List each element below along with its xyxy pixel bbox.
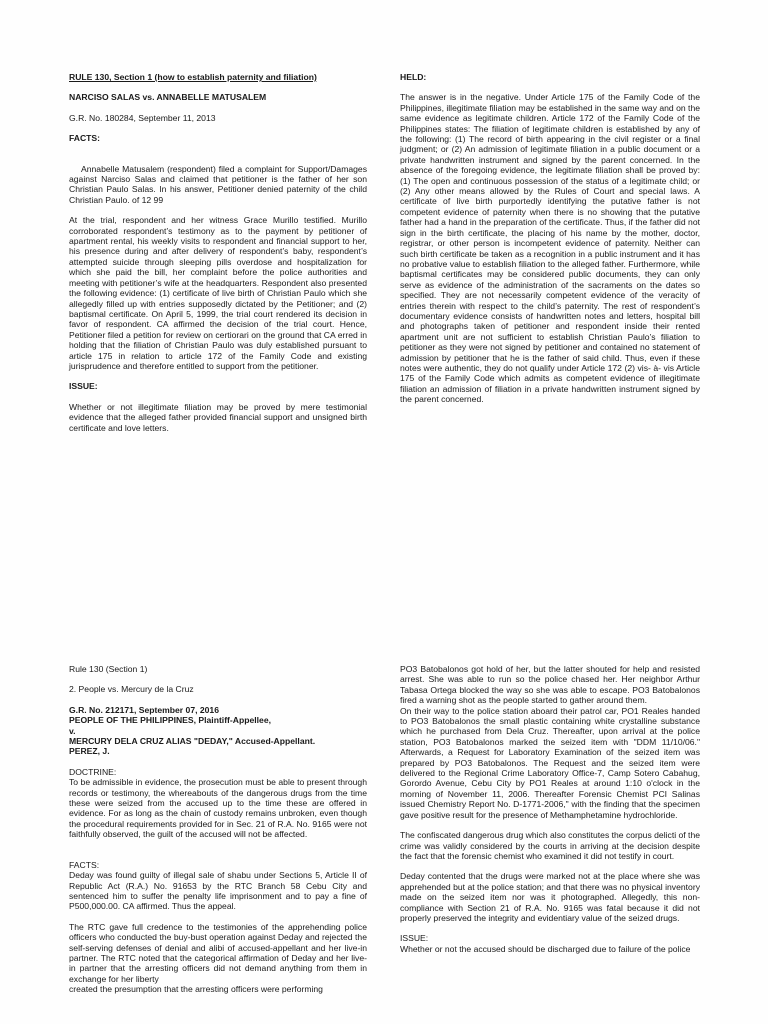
case2-gr-number: G.R. No. 212171, September 07, 2016 — [69, 704, 219, 715]
case2-left-column — [69, 664, 367, 995]
case1-held-text: The answer is in the negative. Under Article 175 of the Family Code of the Philippines, illegitimate filiation may be established in the same way and on the same evidence as legitimate children. Article 172 of the Family Code of the Philippines states: The filiation of legitimate children is established by any of the following: (1) The record of birth appearing in the civil register or a final judgment; or (2) An admission of legitimate filiation in a public document or a private handwritten instrument and signed by the parent concerned. In the absence of the foregoing evidence, the legitimate filiation shall be proved by: (1) The open and continuous possession of the status of a legitimate child; or (2) Any other means allowed by the Rules of Court and special laws. A certificate of live birth purportedly identifying the putative father is not competent evidence of paternity when there is no showing that the putative father had a hand in the preparation of the certificate. Thus, if the father did not sign in the birth certificate, the placing of his name by the mother, doctor, registrar, or other person is incompetent evidence of paternity. Neither can such birth certificate be taken as a recognition in a public instrument and it has no probative value to establish filiation to the alleged father. Furthermore, while baptismal certificates may be considered public documents, they can only serve as evidence of the administration of the sacraments on the dates so specified. They are not necessarily competent evidence of the veracity of entries therein with respect to the child’s paternity. The rest of respondent’s documentary evidence consists of handwritten notes and letters, hospital bill and photographs taken of petitioner and respondent inside their rented apartment unit are not sufficient to establish Christian Paulo’s filiation to petitioner as they were not signed by petitioner and contained no statement of admission by petitioner that he is the father of said child. Thus, even if these notes were authentic, they do not qualify under Article 172 (2) vis- à- vis Article 175 of the Family Code which admits as competent evidence of illegitimate filiation an admission of filiation in a private handwritten instrument signed by the parent concerned. — [400, 92, 700, 405]
case2-issue-heading: ISSUE: — [400, 933, 429, 944]
case2-party-versus: v. — [69, 725, 76, 736]
case2-number-title: 2. People vs. Mercury de la Cruz — [69, 684, 194, 695]
case2-facts-paragraph-1: Deday was found guilty of illegal sale of shabu under Sections 5, Article II of Republic Act (R.A.) No. 91653 by the RTC Branch 58 Cebu City and sentenced him to suffer the penalty life imprisonment and to pay a fine of P500,000.00. CA affirmed. Thus the appeal. — [69, 870, 367, 912]
case2-right-paragraph-2: On their way to the police station aboard their patrol car, PO1 Reales handed to PO3 Batobalonos the small plastic containing white crystalline substance which he purchased from Dela Cruz. Thereafter, upon arrival at the police station, PO3 Batobalonos marked the seized item with "DDM 11/10/06." Afterwards, a Request for Laboratory Examination of the seized item was prepared by PO3 Batobalonos. The Request and the seized item were delivered to the Regional Crime Laboratory Office-7, Camp Sotero Cabahug, Gorordo Avenue, Cebu City by PO1 Reales at around 1:10 o'clock in the morning of November 11, 2006. Thereafter Forensic Chemist PCI Salinas issued Chemistry Report No. D-1771-2006," with the finding that the specimen gave positive result for the presence of Methamphetamine hydrochloride. — [400, 705, 700, 820]
case2-doctrine-heading: DOCTRINE: — [69, 766, 117, 777]
case2-facts-paragraph-2: The RTC gave full credence to the testimonies of the apprehending police officers who conducted the buy-bust operation against Deday and rejected the self-serving defenses of denial and alibi of accused-appellant and her live-in partner. The RTC noted that the categorical affirmation of Deday and her live-in partner that the arresting officers did not demand anything from them in exchange for her liberty — [69, 921, 367, 984]
case2-facts-heading: FACTS: — [69, 859, 100, 870]
case2-party-accused: MERCURY DELA CRUZ ALIAS "DEDAY," Accused-Appellant. — [69, 736, 316, 747]
case1-facts-heading: FACTS: — [69, 133, 101, 144]
case1-title: NARCISO SALAS vs. ANNABELLE MATUSALEM — [69, 92, 267, 103]
case1-gr-number: G.R. No. 180284, September 11, 2013 — [69, 112, 216, 123]
case2-right-paragraph-4: Deday contented that the drugs were marked not at the place where she was apprehended but at the police station; and that there was no physical inventory made on the seized item nor was it photographed. Allegedly, this non-compliance with Section 21 of R.A. No. 9165 was fatal because it did not properly preserved the integrity and evidentiary value of the seized drugs. — [400, 871, 700, 923]
case1-held-heading: HELD: — [400, 72, 427, 82]
case2-facts-cut-line: created the presumption that the arresting officers were performing — [69, 984, 323, 995]
case1-issue-heading: ISSUE: — [69, 381, 98, 392]
case2-right-column — [400, 664, 700, 954]
case2-ponente: PEREZ, J. — [69, 746, 110, 757]
case1-rule-heading: RULE 130, Section 1 (how to establish paternity and filiation) — [69, 72, 317, 82]
case1-left-column — [69, 72, 367, 433]
case1-right-column — [400, 72, 700, 405]
case1-facts-paragraph-1: Annabelle Matusalem (respondent) filed a complaint for Support/Damages against Narciso Salas and claimed that petitioner is the father of her son Christian Paulo Salas. In his answer, Petitioner denied paternity of the child Christian Paulo. of 12 99 — [69, 163, 367, 205]
case2-right-paragraph-1: PO3 Batobalonos got hold of her, but the latter shouted for help and resisted arrest. She was able to run so the police chased her. Her neighbor Arthur Tabasa Ortega blocked the way so she was able to escape. PO3 Batobalonos fired a warning shot as the people started to gather around them. — [400, 664, 700, 706]
case2-rule-heading: Rule 130 (Section 1) — [69, 664, 148, 674]
case2-issue-cut-line: Whether or not the accused should be discharged due to failure of the police — [400, 943, 691, 954]
case2-doctrine-text: To be admissible in evidence, the prosecution must be able to present through records or testimony, the whereabouts of the dangerous drugs from the time these were seized from the accused up to the time these are offered in evidence. For as long as the chain of custody remains unbroken, even though the procedural requirements provided for in Sec. 21 of R.A. No. 9165 were not faithfully observed, the guilt of the accused will not be affected. — [69, 777, 367, 840]
case1-facts-paragraph-2: At the trial, respondent and her witness Grace Murillo testified. Murillo corroborated respondent’s testimony as to the payment by petitioner of apartment rental, his weekly visits to respondent and financial support to her, his presence during and after delivery of respondent’s baby, respondent’s attempted suicide through sleeping pills overdose and hospitalization for which she paid the bill, her complaint before the police authorities and meeting with petitioner’s wife at the headquarters. Respondent also presented the following evidence: (1) certificate of live birth of Christian Paulo which she allegedly filled up with entries supposedly dictated by the Petitioner; and (2) baptismal certificate. On April 5, 1999, the trial court rendered its decision in favor of respondent. CA affirmed the decision of the trial court. Hence, Petitioner filed a petition for review on certiorari on the ground that CA erred in holding that the filiation of Christian Paulo was duly established pursuant to article 175 in relation to article 172 of the Family Code and existing jurisprudence and therefore entitled to support from the petitioner. — [69, 215, 367, 371]
case1-issue-text: Whether or not illegitimate filiation may be proved by mere testimonial evidence that the alleged father provided financial support and unsigned birth certificate and love letters. — [69, 401, 367, 433]
case2-right-paragraph-3: The confiscated dangerous drug which also constitutes the corpus delicti of the crime was validly considered by the courts in arriving at the decision despite the fact that the forensic chemist who examined it did not testify in court. — [400, 830, 701, 861]
case2-party-plaintiff: PEOPLE OF THE PHILIPPINES, Plaintiff-Appellee, — [69, 715, 271, 726]
